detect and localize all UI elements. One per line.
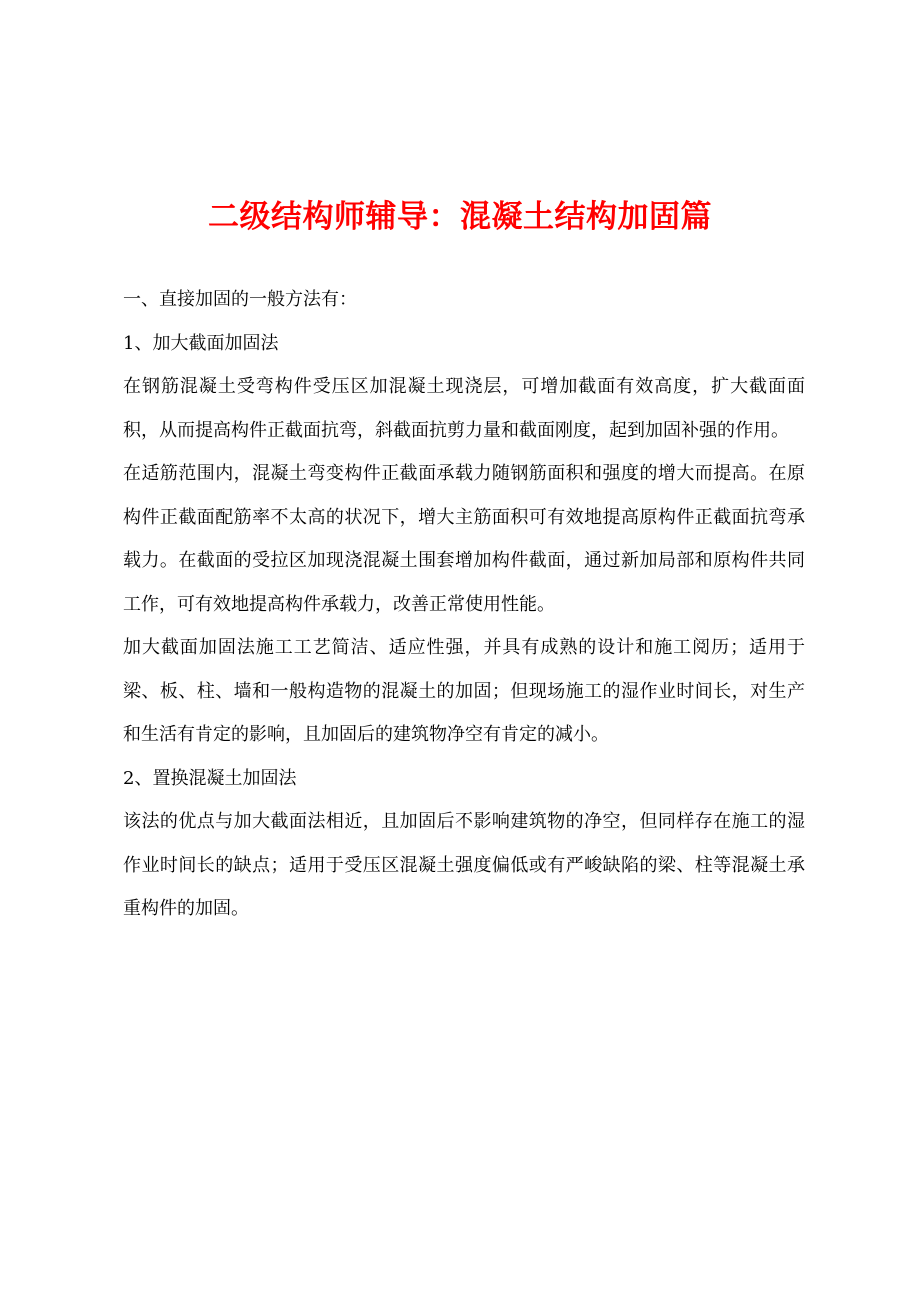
body-paragraph: 在适筋范围内，混凝土弯变构件正截面承载力随钢筋面积和强度的增大而提高。在原构件正截面配筋率不太高的状况下，增大主筋面积可有效地提高原构件正截面抗弯承载力。在截面的受拉区加现浇混凝土围套增加构件截面，通过新加局部和原构件共同工作，可有效地提高构件承载力，改善正常使用性能。 bbox=[123, 463, 805, 615]
subsection-heading: 1、加大截面加固法 bbox=[123, 332, 279, 354]
body-paragraph: 加大截面加固法施工工艺简洁、适应性强，并具有成熟的设计和施工阅历；适用于梁、板、柱、墙和一般构造物的混凝土的加固；但现场施工的湿作业时间长，对生产和生活有肯定的影响，且加固后的建筑物净空有肯定的减小。 bbox=[123, 637, 805, 745]
body-paragraph: 该法的优点与加大截面法相近，且加固后不影响建筑物的净空，但同样存在施工的湿作业时间长的缺点；适用于受压区混凝土强度偏低或有严峻缺陷的梁、柱等混凝土承重构件的加固。 bbox=[123, 811, 805, 919]
document-title: 二级结构师辅导：混凝土结构加固篇 bbox=[208, 199, 712, 235]
body-paragraph: 在钢筋混凝土受弯构件受压区加混凝土现浇层，可增加截面有效高度，扩大截面面积，从而提高构件正截面抗弯，斜截面抗剪力量和截面刚度，起到加固补强的作用。 bbox=[123, 376, 805, 441]
document-body bbox=[123, 278, 805, 931]
subsection-heading: 2、置换混凝土加固法 bbox=[123, 767, 297, 789]
section-heading: 一、直接加固的一般方法有： bbox=[123, 289, 357, 310]
